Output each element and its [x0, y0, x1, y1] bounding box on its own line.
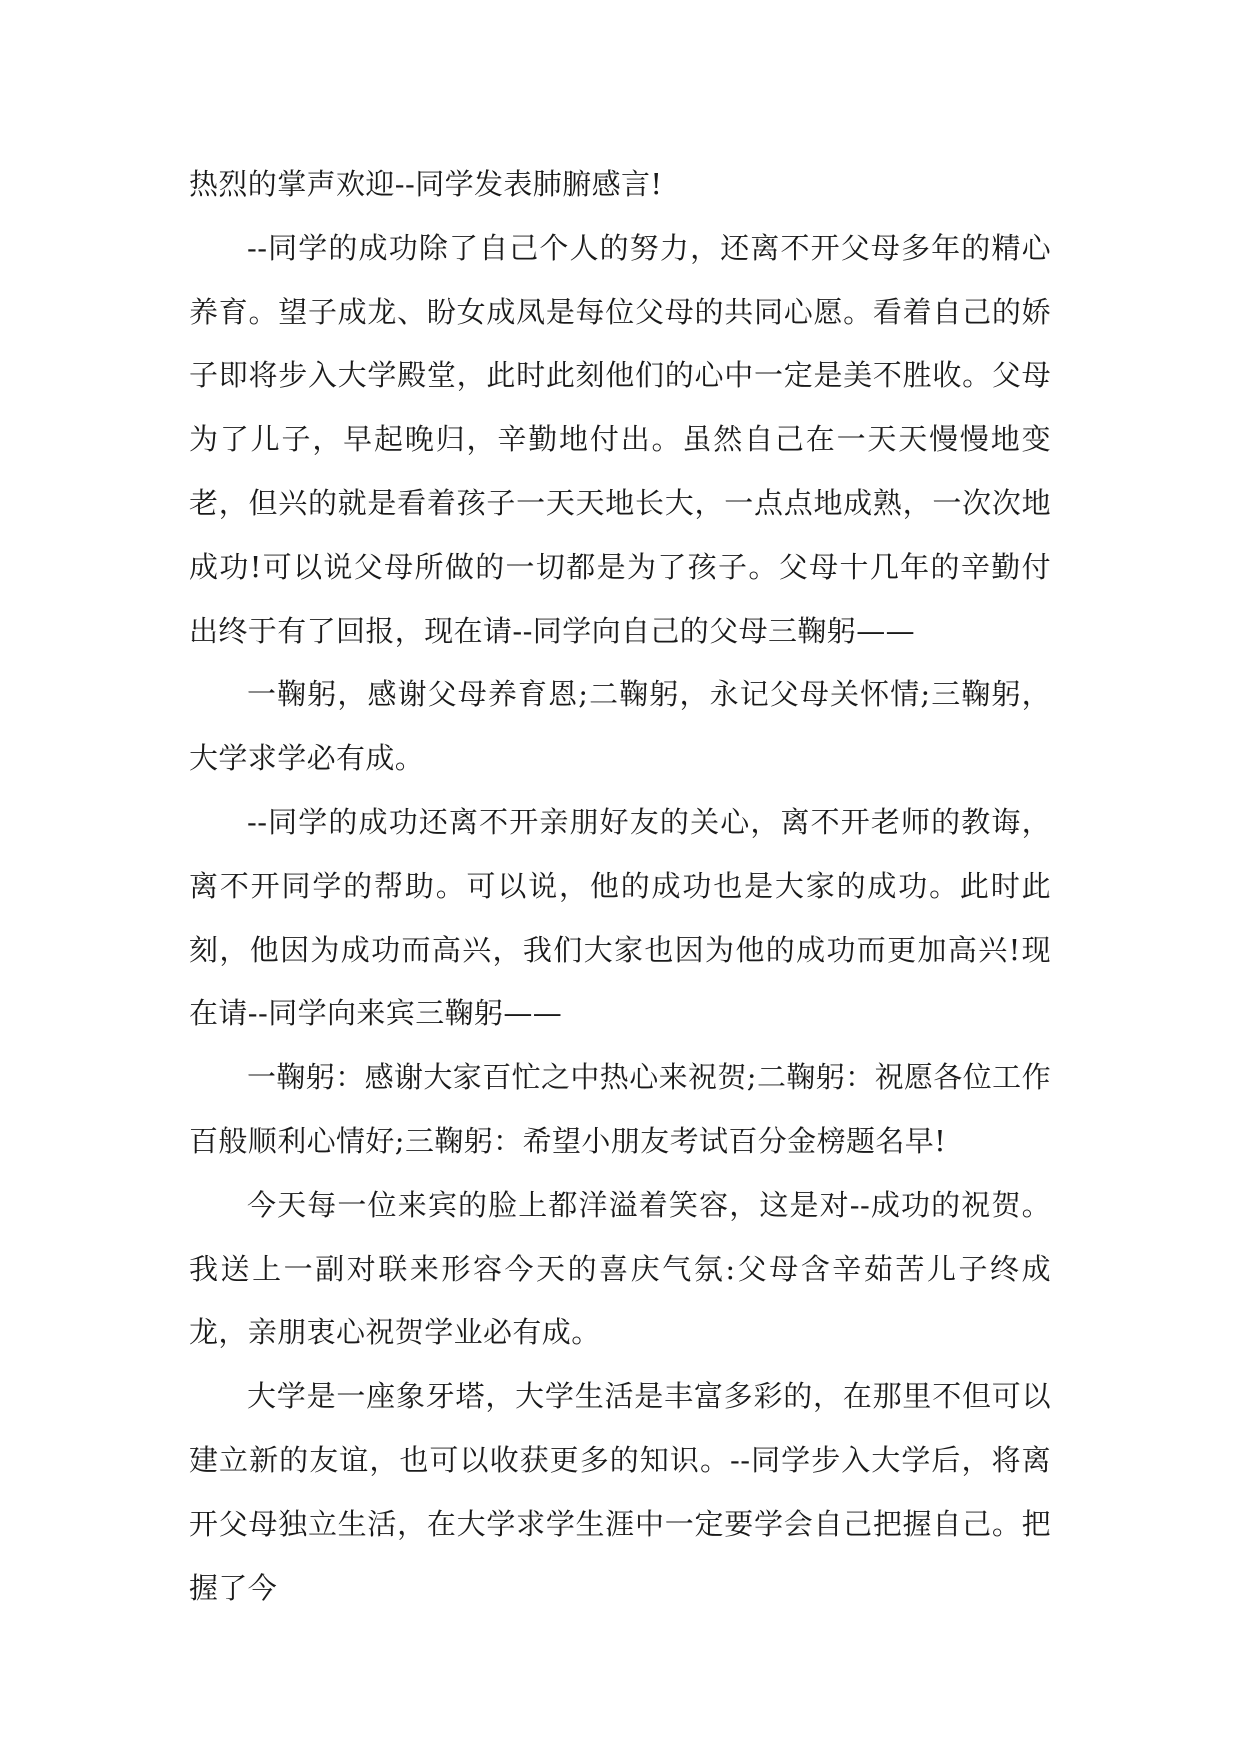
paragraph-university-life: 大学是一座象牙塔，大学生活是丰富多彩的，在那里不但可以建立新的友谊，也可以收获更多的知识。--同学步入大学后，将离开父母独立生活，在大学求学生涯中一定要学会自己把握自己。把握了今 — [189, 1379, 1051, 1605]
paragraph-friends-teachers: --同学的成功还离不开亲朋好友的关心，离不开老师的教诲，离不开同学的帮助。可以说，他的成功也是大家的成功。此时此刻，他因为成功而高兴，我们大家也因为他的成功而更加高兴!现在请--同学向来宾三鞠躬—— — [189, 804, 1051, 1031]
document-body — [189, 153, 1051, 1620]
paragraph-bow-to-parents: 一鞠躬，感谢父母养育恩;二鞠躬，永记父母关怀情;三鞠躬，大学求学必有成。 — [189, 677, 1051, 776]
paragraph-bow-to-guests: 一鞠躬：感谢大家百忙之中热心来祝贺;二鞠躬：祝愿各位工作百般顺利心情好;三鞠躬：希望小朋友考试百分金榜题名早! — [189, 1060, 1051, 1158]
paragraph-couplet: 今天每一位来宾的脸上都洋溢着笑容，这是对--成功的祝贺。我送上一副对联来形容今天的喜庆气氛:父母含辛茹苦儿子终成龙，亲朋衷心祝贺学业必有成。 — [189, 1187, 1051, 1350]
paragraph-parents-gratitude: --同学的成功除了自己个人的努力，还离不开父母多年的精心养育。望子成龙、盼女成凤是每位父母的共同心愿。看着自己的娇子即将步入大学殿堂，此时此刻他们的心中一定是美不胜收。父母为了儿子，早起晚归，辛勤地付出。虽然自己在一天天慢慢地变老，但兴的就是看着孩子一天天地长大，一点点地成熟，一次次地成功!可以说父母所做的一切都是为了孩子。父母十几年的辛勤付出终于有了回报，现在请--同学向自己的父母三鞠躬—— — [189, 230, 1051, 648]
paragraph-continuation: 热烈的掌声欢迎--同学发表肺腑感言! — [189, 167, 663, 201]
